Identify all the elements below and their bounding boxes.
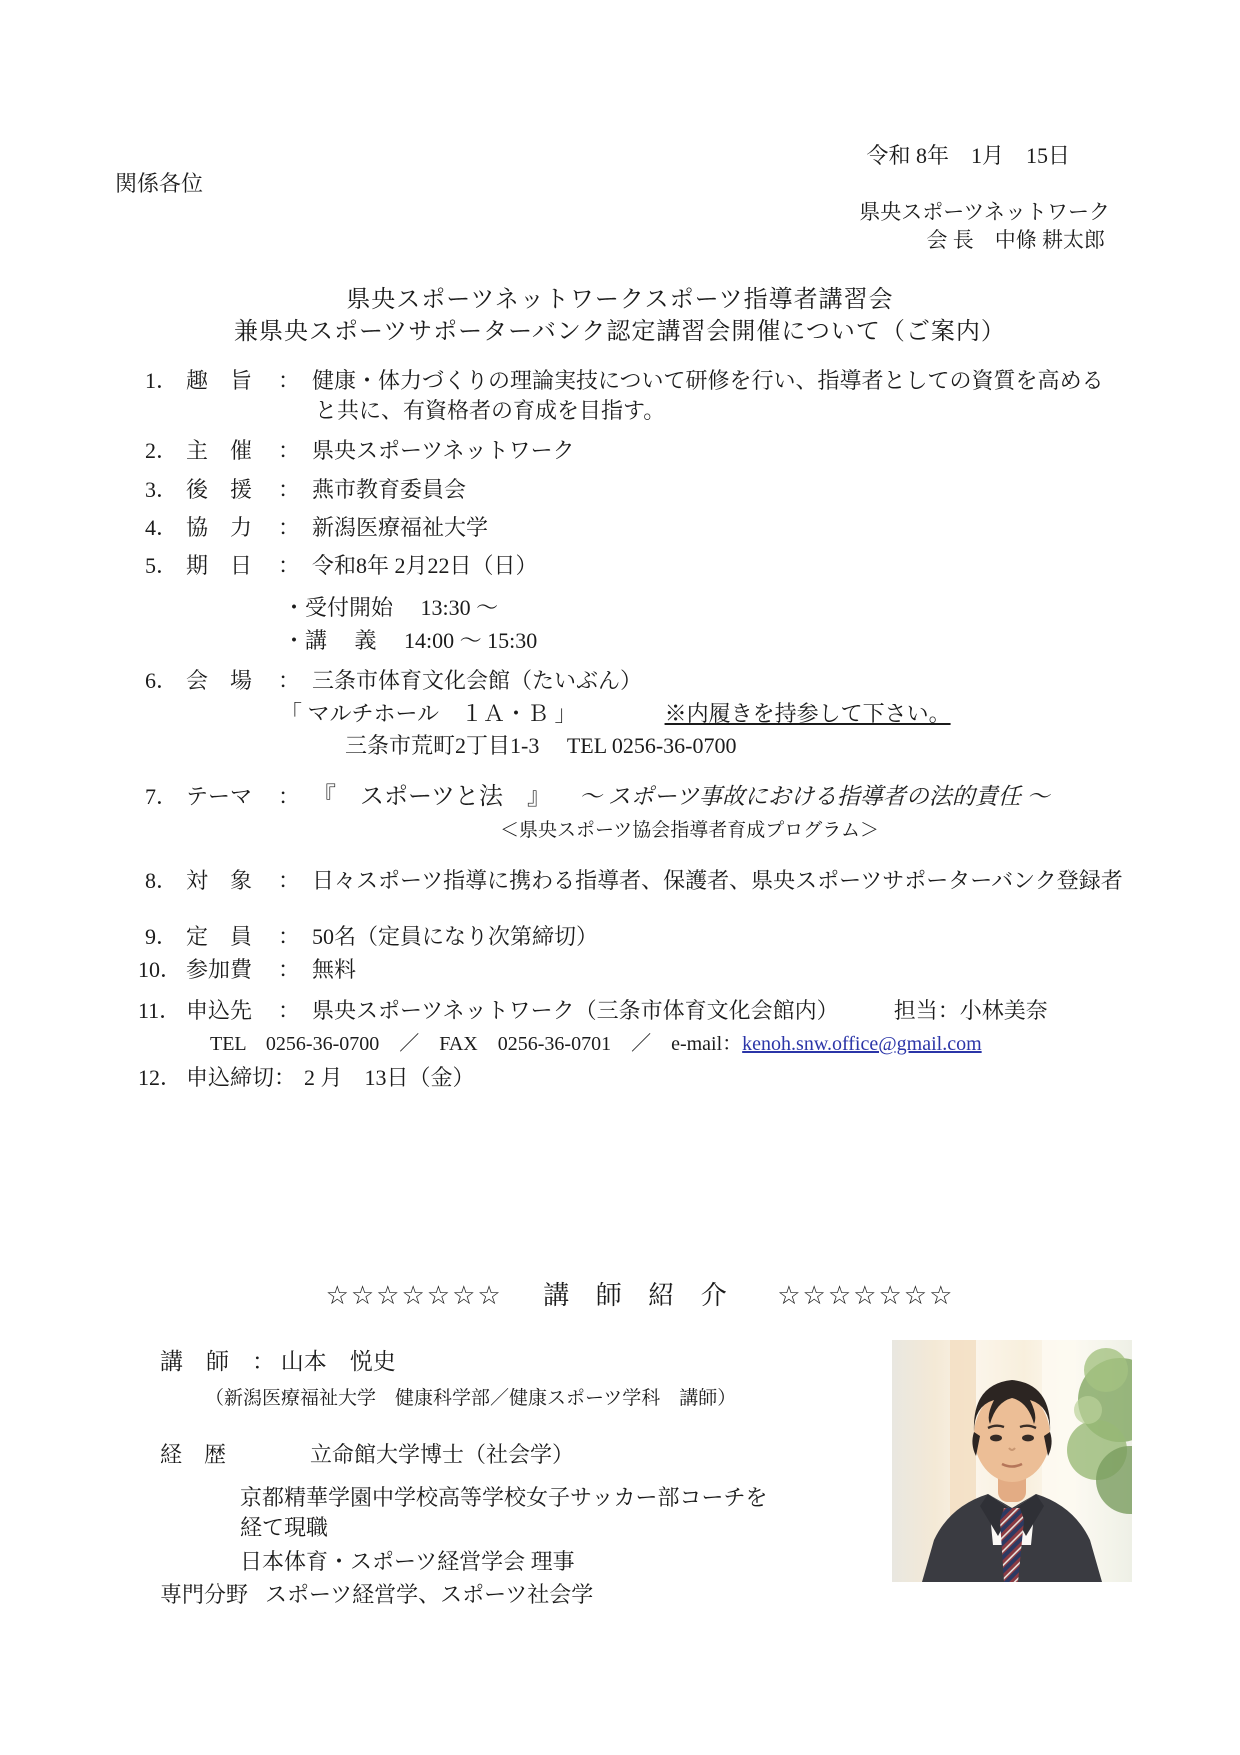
item-number: 9． xyxy=(144,924,178,949)
venue-hall: 「 マルチホール １Ａ・Ｂ 」 xyxy=(280,701,577,726)
item-label: 協 力 xyxy=(186,515,253,540)
item-value: 燕市教育委員会 xyxy=(312,477,467,502)
lecturer-specialty-row xyxy=(160,1580,1240,1610)
item-value: 三条市体育文化会館（たいぶん） xyxy=(312,668,643,693)
application-telfax-row xyxy=(210,1029,1240,1059)
lecturer-photo xyxy=(892,1340,1132,1582)
sender-organization: 県央スポーツネットワーク xyxy=(859,200,1110,224)
stars-left-decoration: ☆☆☆☆☆☆☆ xyxy=(325,1281,503,1310)
item-number: 12． xyxy=(138,1065,183,1090)
item-value: 県央スポーツネットワーク（三条市体育文化会館内） xyxy=(312,998,839,1023)
document-title-line2: 兼県央スポーツサポーターバンク認定講習会開催について（ご案内） xyxy=(234,319,1006,345)
item-support xyxy=(138,475,1240,505)
venue-address: 三条市荒町2丁目1-3 TEL 0256-36-0700 xyxy=(345,733,737,758)
item-colon: ： xyxy=(278,998,301,1023)
item-number: 3． xyxy=(144,477,178,502)
item-colon: ： xyxy=(278,957,301,982)
document-title-line1: 県央スポーツネットワークスポーツ指導者講習会 xyxy=(346,287,894,313)
item-theme xyxy=(138,782,1240,812)
item-number: 8． xyxy=(144,868,178,893)
item-value: 新潟医療福祉大学 xyxy=(312,515,489,540)
salutation: 関係各位 xyxy=(115,171,204,196)
lecturer-photo-graphic xyxy=(892,1340,1132,1582)
document-title xyxy=(0,284,1240,348)
item-colon: ： xyxy=(278,515,301,540)
item-value: 無料 xyxy=(312,957,357,982)
career-label: 経 歴 xyxy=(160,1442,227,1467)
item-number: 7． xyxy=(144,784,178,809)
item-value: 50名（定員になり次第締切） xyxy=(312,924,599,949)
item-colon: ： xyxy=(278,477,301,502)
lecturer-name-label: 講 師 ： xyxy=(160,1349,275,1374)
item-application xyxy=(138,996,1240,1026)
specialty-value: スポーツ経営学、スポーツ社会学 xyxy=(265,1582,594,1607)
item-colon: ： xyxy=(278,784,301,809)
item-label: 主 催 xyxy=(186,438,253,463)
item-label: 後 援 xyxy=(186,477,253,502)
item-value: 2 月 13日（金） xyxy=(304,1065,475,1090)
theme-subtitle: ～ スポーツ事故における指導者の法的責任 ～ xyxy=(579,784,1050,809)
item-colon: ： xyxy=(278,368,301,393)
career-line3: 経て現職 xyxy=(240,1515,329,1540)
theme-program: ＜県央スポーツ協会指導者育成プログラム＞ xyxy=(500,820,880,841)
application-telfax: TEL 0256-36-0700 ／ FAX 0256-36-0701 ／ e-mail： xyxy=(210,1033,743,1055)
specialty-label: 専門分野 xyxy=(160,1582,249,1607)
item-value: 日々スポーツ指導に携わる指導者、保護者、県央スポーツサポーターバンク登録者 xyxy=(312,868,1123,893)
item-number: 4． xyxy=(144,515,178,540)
item-number: 2． xyxy=(144,438,178,463)
venue-footwear-note: ※内履きを持参して下さい。 xyxy=(664,701,951,726)
item-label: 対 象 xyxy=(186,868,253,893)
item-label: 定 員 xyxy=(186,924,253,949)
item-capacity xyxy=(138,922,1240,952)
item-value: 県央スポーツネットワーク xyxy=(312,438,575,463)
lecturer-name: 山本 悦史 xyxy=(280,1349,396,1374)
item-label: 参加費 xyxy=(186,957,253,982)
item-host xyxy=(138,436,1240,466)
application-email-link[interactable]: kenoh.snw.office@gmail.com xyxy=(742,1033,982,1055)
schedule-lecture: ・講 義 14:00 ～ 15:30 xyxy=(283,628,538,653)
lecturer-heading-text: 講 師 紹 介 xyxy=(543,1281,737,1310)
item-label: 期 日 xyxy=(186,553,253,578)
schedule-reception: ・受付開始 13:30 ～ xyxy=(283,595,499,620)
item-deadline xyxy=(138,1063,1240,1093)
item-label: 会 場 xyxy=(186,668,253,693)
stars-right-decoration: ☆☆☆☆☆☆☆ xyxy=(777,1281,955,1310)
item-number: 10． xyxy=(138,957,183,982)
career-line2: 京都精華学園中学校高等学校女子サッカー部コーチを xyxy=(240,1485,768,1510)
item-colon: ： xyxy=(278,553,301,578)
item-fee xyxy=(138,955,1240,985)
item-number: 11． xyxy=(138,998,182,1023)
item-event-date xyxy=(138,551,1240,581)
venue-hall-row xyxy=(280,699,1240,729)
lecturer-affiliation: （新潟医療福祉大学 健康科学部／健康スポーツ学科 講師） xyxy=(205,1388,737,1409)
item-colon: ： xyxy=(278,438,301,463)
item-label: 趣 旨 xyxy=(186,368,253,393)
item-number: 6． xyxy=(144,668,178,693)
item-value: 健康・体力づくりの理論実技について研修を行い、指導者としての資質を高める xyxy=(312,368,1104,393)
item-cooperation xyxy=(138,513,1240,543)
document-date: 令和 8年 1月 15日 xyxy=(866,143,1070,168)
theme-title: 『 スポーツと法 』 xyxy=(312,784,552,810)
sender-president: 会 長 中條 耕太郎 xyxy=(926,228,1105,252)
career-line1: 立命館大学博士（社会学） xyxy=(310,1442,575,1467)
item-label: 申込先 xyxy=(186,998,253,1023)
item-colon: ： xyxy=(278,668,301,693)
item-colon: ： xyxy=(278,924,301,949)
item-number: 1． xyxy=(144,368,178,393)
item-target xyxy=(138,866,1240,896)
item-label: 申込締切： xyxy=(186,1065,297,1090)
item-label: テーマ xyxy=(186,784,253,809)
application-contact: 担当：小林美奈 xyxy=(893,998,1048,1023)
item-value: 令和8年 2月22日（日） xyxy=(312,553,538,578)
item-venue xyxy=(138,666,1240,696)
item-purpose-cont: と共に、有資格者の育成を目指す。 xyxy=(315,398,666,423)
career-line4: 日本体育・スポーツ経営学会 理事 xyxy=(240,1549,575,1574)
item-purpose xyxy=(138,366,1240,396)
lecturer-section-heading xyxy=(0,1279,1240,1313)
item-number: 5． xyxy=(144,553,178,578)
item-colon: ： xyxy=(278,868,301,893)
